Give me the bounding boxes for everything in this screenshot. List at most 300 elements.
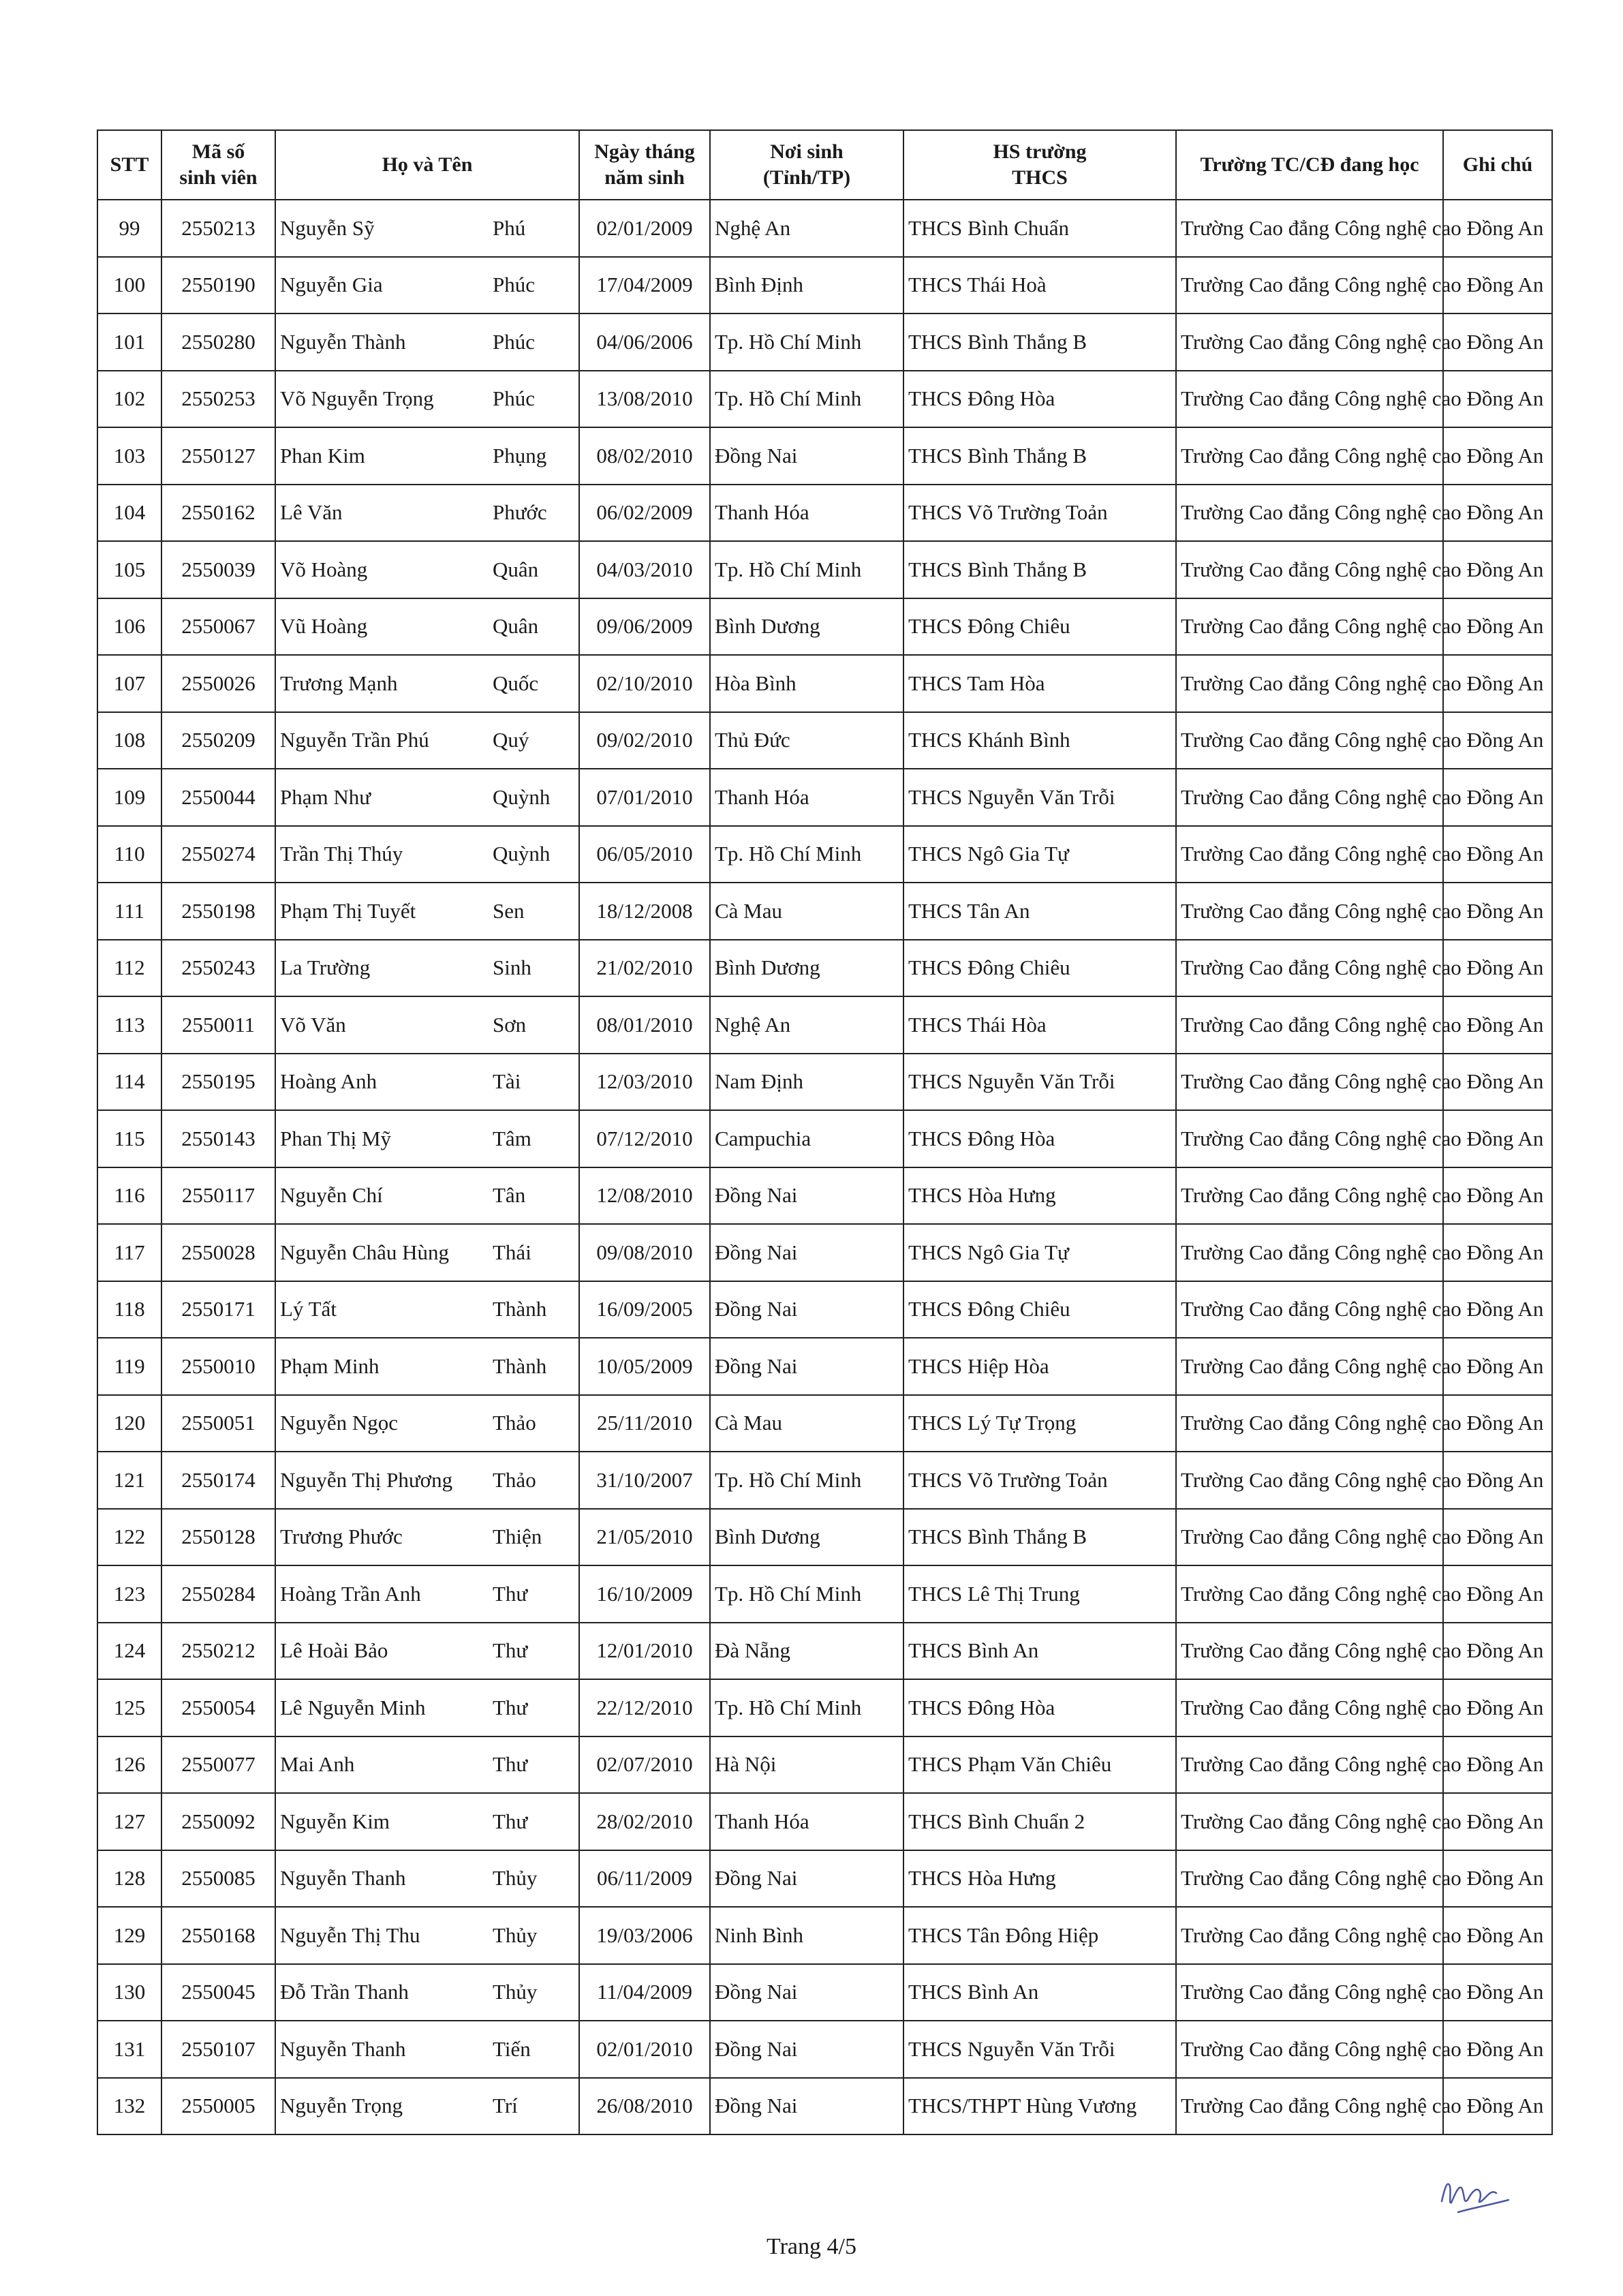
family-name: Nguyễn Chí [280,1183,383,1208]
dob-cell: 08/02/2010 [579,427,710,485]
dob-cell: 09/02/2010 [579,712,710,769]
family-name: Nguyễn Thanh [280,2036,406,2061]
name-cell [275,712,579,769]
family-name: Phạm Thị Tuyết [280,898,416,923]
given-name: Tiến [493,2036,531,2061]
family-name: Nguyễn Trọng [280,2094,403,2118]
student-id-cell: 2550051 [161,1395,275,1452]
given-name: Phước [493,500,547,525]
given-name: Trí [493,2094,518,2118]
name-cell [275,485,579,542]
birthplace-cell: Thanh Hóa [710,769,903,826]
name-cell [275,1907,579,1964]
given-name: Phúc [493,386,535,411]
family-name: Nguyễn Thị Phương [280,1467,453,1492]
table-row [97,655,1552,712]
dob-cell: 08/01/2010 [579,996,710,1054]
middle-school-cell: THCS Ngô Gia Tự [903,1224,1176,1281]
stt-cell: 109 [97,769,161,826]
college-cell: Trường Cao đẳng Công nghệ cao Đồng An [1176,1565,1443,1623]
name-cell [275,2078,579,2135]
birthplace-cell: Đồng Nai [710,1850,903,1908]
student-id-cell: 2550209 [161,712,275,769]
name-cell [275,2021,579,2078]
table-row [97,883,1552,940]
name-cell [275,313,579,371]
table-row [97,996,1552,1054]
student-id-cell: 2550044 [161,769,275,826]
given-name: Quý [493,728,529,752]
birthplace-cell: Tp. Hồ Chí Minh [710,1565,903,1623]
table-row [97,257,1552,314]
given-name: Thư [493,1752,528,1777]
dob-cell: 09/06/2009 [579,598,710,656]
name-cell [275,1281,579,1338]
name-cell [275,1054,579,1111]
family-name: Trần Thị Thúy [280,842,403,866]
given-name: Tài [493,1069,521,1094]
middle-school-cell: THCS Hòa Hưng [903,1167,1176,1225]
family-name: Nguyễn Kim [280,1809,390,1833]
dob-cell: 06/02/2009 [579,485,710,542]
stt-cell: 101 [97,313,161,371]
given-name: Quân [493,557,539,581]
table-row [97,1452,1552,1509]
dob-cell: 22/12/2010 [579,1679,710,1736]
student-id-cell: 2550253 [161,371,275,428]
college-cell: Trường Cao đẳng Công nghệ cao Đồng An [1176,1509,1443,1566]
student-id-cell: 2550117 [161,1167,275,1225]
dob-cell: 19/03/2006 [579,1907,710,1964]
table-row [97,598,1552,656]
table-row [97,1281,1552,1338]
stt-cell: 118 [97,1281,161,1338]
given-name: Phúc [493,273,535,297]
birthplace-cell: Đà Nẵng [710,1623,903,1680]
name-cell [275,940,579,997]
table-row [97,313,1552,371]
stt-cell: 125 [97,1679,161,1736]
college-cell: Trường Cao đẳng Công nghệ cao Đồng An [1176,1452,1443,1509]
middle-school-cell: THCS Hòa Hưng [903,1850,1176,1908]
student-id-cell: 2550284 [161,1565,275,1623]
middle-school-cell: THCS Nguyễn Văn Trỗi [903,1054,1176,1111]
name-cell [275,655,579,712]
table-row [97,2078,1552,2135]
given-name: Sơn [493,1012,527,1037]
dob-cell: 06/05/2010 [579,826,710,883]
table-row [97,1793,1552,1850]
table-header-row [97,130,1552,200]
birthplace-cell: Tp. Hồ Chí Minh [710,371,903,428]
college-cell: Trường Cao đẳng Công nghệ cao Đồng An [1176,996,1443,1054]
family-name: Võ Nguyễn Trọng [280,386,434,411]
dob-cell: 06/11/2009 [579,1850,710,1908]
stt-cell: 114 [97,1054,161,1111]
middle-school-cell: THCS Bình An [903,1623,1176,1680]
table-row [97,940,1552,997]
family-name: Lê Văn [280,500,343,525]
col-header-name: Họ và Tên [275,130,579,200]
dob-cell: 02/01/2009 [579,200,710,257]
family-name: Lý Tất [280,1297,337,1321]
col-header-middle-school: HS trường THCS [903,130,1176,200]
college-cell: Trường Cao đẳng Công nghệ cao Đồng An [1176,1736,1443,1794]
name-cell [275,1679,579,1736]
table-row [97,1907,1552,1964]
birthplace-cell: Thủ Đức [710,712,903,769]
birthplace-cell: Đồng Nai [710,2078,903,2135]
stt-cell: 110 [97,826,161,883]
student-id-cell: 2550280 [161,313,275,371]
dob-cell: 09/08/2010 [579,1224,710,1281]
dob-cell: 13/08/2010 [579,371,710,428]
name-cell [275,371,579,428]
college-cell: Trường Cao đẳng Công nghệ cao Đồng An [1176,769,1443,826]
family-name: Phan Thị Mỹ [280,1126,392,1150]
college-cell: Trường Cao đẳng Công nghệ cao Đồng An [1176,1167,1443,1225]
table-row [97,371,1552,428]
middle-school-cell: THCS Lý Tự Trọng [903,1395,1176,1452]
dob-cell: 18/12/2008 [579,883,710,940]
middle-school-cell: THCS Bình An [903,1964,1176,2021]
dob-cell: 07/01/2010 [579,769,710,826]
college-cell: Trường Cao đẳng Công nghệ cao Đồng An [1176,1623,1443,1680]
stt-cell: 105 [97,541,161,598]
birthplace-cell: Bình Dương [710,598,903,656]
college-cell: Trường Cao đẳng Công nghệ cao Đồng An [1176,1281,1443,1338]
family-name: Trương Mạnh [280,671,398,695]
stt-cell: 107 [97,655,161,712]
dob-cell: 04/03/2010 [579,541,710,598]
family-name: Nguyễn Thị Thu [280,1923,420,1947]
table-row [97,1167,1552,1225]
stt-cell: 124 [97,1623,161,1680]
middle-school-cell: THCS Bình Chuẩn [903,200,1176,257]
name-cell [275,1736,579,1794]
col-header-birthplace: Nơi sinh (Tỉnh/TP) [710,130,903,200]
given-name: Thiện [493,1525,542,1549]
student-id-cell: 2550190 [161,257,275,314]
family-name: Nguyễn Châu Hùng [280,1240,449,1264]
dob-cell: 26/08/2010 [579,2078,710,2135]
stt-cell: 120 [97,1395,161,1452]
col-header-stt: STT [97,130,161,200]
college-cell: Trường Cao đẳng Công nghệ cao Đồng An [1176,2021,1443,2078]
middle-school-cell: THCS Đông Chiêu [903,940,1176,997]
student-id-cell: 2550195 [161,1054,275,1111]
student-id-cell: 2550026 [161,655,275,712]
table-row [97,1623,1552,1680]
col-header-note: Ghi chú [1443,130,1552,200]
dob-cell: 25/11/2010 [579,1395,710,1452]
dob-cell: 16/10/2009 [579,1565,710,1623]
dob-cell: 16/09/2005 [579,1281,710,1338]
given-name: Thảo [493,1467,536,1492]
birthplace-cell: Tp. Hồ Chí Minh [710,541,903,598]
middle-school-cell: THCS Tân An [903,883,1176,940]
col-header-dob: Ngày tháng năm sinh [579,130,710,200]
college-cell: Trường Cao đẳng Công nghệ cao Đồng An [1176,1907,1443,1964]
birthplace-cell: Hòa Bình [710,655,903,712]
dob-cell: 12/08/2010 [579,1167,710,1225]
birthplace-cell: Tp. Hồ Chí Minh [710,1679,903,1736]
given-name: Thảo [493,1411,536,1435]
stt-cell: 119 [97,1338,161,1395]
stt-cell: 106 [97,598,161,656]
table-row [97,1395,1552,1452]
college-cell: Trường Cao đẳng Công nghệ cao Đồng An [1176,1964,1443,2021]
stt-cell: 127 [97,1793,161,1850]
name-cell [275,541,579,598]
family-name: Phạm Như [280,784,371,809]
name-cell [275,427,579,485]
table-row [97,485,1552,542]
birthplace-cell: Bình Dương [710,1509,903,1566]
given-name: Thư [493,1809,528,1833]
table-row [97,2021,1552,2078]
table-row [97,1054,1552,1111]
dob-cell: 21/05/2010 [579,1509,710,1566]
birthplace-cell: Đồng Nai [710,1281,903,1338]
birthplace-cell: Cà Mau [710,883,903,940]
middle-school-cell: THCS Thái Hòa [903,996,1176,1054]
table-row [97,1509,1552,1566]
middle-school-cell: THCS Bình Thắng B [903,313,1176,371]
name-cell [275,1452,579,1509]
college-cell: Trường Cao đẳng Công nghệ cao Đồng An [1176,427,1443,485]
family-name: Hoàng Trần Anh [280,1581,421,1606]
middle-school-cell: THCS Đông Chiêu [903,598,1176,656]
name-cell [275,769,579,826]
student-id-cell: 2550054 [161,1679,275,1736]
student-id-cell: 2550011 [161,996,275,1054]
table-row [97,1224,1552,1281]
name-cell [275,200,579,257]
given-name: Quân [493,614,539,639]
student-id-cell: 2550171 [161,1281,275,1338]
stt-cell: 128 [97,1850,161,1908]
given-name: Sen [493,898,525,923]
table-row [97,200,1552,257]
family-name: Võ Hoàng [280,557,368,581]
table-row [97,769,1552,826]
college-cell: Trường Cao đẳng Công nghệ cao Đồng An [1176,1850,1443,1908]
college-cell: Trường Cao đẳng Công nghệ cao Đồng An [1176,313,1443,371]
stt-cell: 129 [97,1907,161,1964]
given-name: Phúc [493,329,535,354]
middle-school-cell: THCS Đông Hòa [903,371,1176,428]
student-id-cell: 2550128 [161,1509,275,1566]
college-cell: Trường Cao đẳng Công nghệ cao Đồng An [1176,1679,1443,1736]
stt-cell: 123 [97,1565,161,1623]
student-id-cell: 2550039 [161,541,275,598]
birthplace-cell: Thanh Hóa [710,485,903,542]
table-row [97,826,1552,883]
birthplace-cell: Đồng Nai [710,1964,903,2021]
college-cell: Trường Cao đẳng Công nghệ cao Đồng An [1176,257,1443,314]
middle-school-cell: THCS Hiệp Hòa [903,1338,1176,1395]
middle-school-cell: THCS Bình Thắng B [903,427,1176,485]
family-name: Mai Anh [280,1752,355,1777]
birthplace-cell: Hà Nội [710,1736,903,1794]
given-name: Thủy [493,1980,538,2004]
college-cell: Trường Cao đẳng Công nghệ cao Đồng An [1176,598,1443,656]
signature-mark [1438,2174,1519,2222]
family-name: Nguyễn Gia [280,273,383,297]
college-cell: Trường Cao đẳng Công nghệ cao Đồng An [1176,200,1443,257]
stt-cell: 111 [97,883,161,940]
stt-cell: 132 [97,2078,161,2135]
name-cell [275,1167,579,1225]
stt-cell: 115 [97,1110,161,1167]
birthplace-cell: Bình Định [710,257,903,314]
middle-school-cell: THCS Khánh Bình [903,712,1176,769]
middle-school-cell: THCS Lê Thị Trung [903,1565,1176,1623]
dob-cell: 07/12/2010 [579,1110,710,1167]
dob-cell: 02/07/2010 [579,1736,710,1794]
student-id-cell: 2550212 [161,1623,275,1680]
family-name: Phạm Minh [280,1353,380,1378]
college-cell: Trường Cao đẳng Công nghệ cao Đồng An [1176,883,1443,940]
student-id-cell: 2550168 [161,1907,275,1964]
given-name: Phú [493,215,526,240]
stt-cell: 131 [97,2021,161,2078]
given-name: Thái [493,1240,531,1264]
birthplace-cell: Tp. Hồ Chí Minh [710,826,903,883]
dob-cell: 02/10/2010 [579,655,710,712]
birthplace-cell: Đồng Nai [710,427,903,485]
family-name: Lê Nguyễn Minh [280,1695,426,1719]
stt-cell: 99 [97,200,161,257]
student-id-cell: 2550143 [161,1110,275,1167]
stt-cell: 103 [97,427,161,485]
middle-school-cell: THCS Nguyễn Văn Trỗi [903,2021,1176,2078]
student-id-cell: 2550010 [161,1338,275,1395]
middle-school-cell: THCS Đông Hòa [903,1110,1176,1167]
table-row [97,427,1552,485]
given-name: Tâm [493,1126,531,1150]
student-id-cell: 2550162 [161,485,275,542]
stt-cell: 113 [97,996,161,1054]
stt-cell: 121 [97,1452,161,1509]
name-cell [275,1509,579,1566]
given-name: Thư [493,1695,528,1719]
stt-cell: 130 [97,1964,161,2021]
table-row [97,1964,1552,2021]
family-name: Trương Phước [280,1525,403,1549]
middle-school-cell: THCS Bình Thắng B [903,541,1176,598]
stt-cell: 117 [97,1224,161,1281]
student-id-cell: 2550092 [161,1793,275,1850]
middle-school-cell: THCS Thái Hoà [903,257,1176,314]
given-name: Quốc [493,671,539,695]
given-name: Tân [493,1183,526,1208]
family-name: Võ Văn [280,1012,346,1037]
student-id-cell: 2550198 [161,883,275,940]
birthplace-cell: Đồng Nai [710,1338,903,1395]
student-id-cell: 2550085 [161,1850,275,1908]
student-table [97,129,1553,2135]
given-name: Phụng [493,443,547,468]
name-cell [275,1850,579,1908]
col-header-student-id: Mã số sinh viên [161,130,275,200]
family-name: Hoàng Anh [280,1069,377,1094]
dob-cell: 28/02/2010 [579,1793,710,1850]
college-cell: Trường Cao đẳng Công nghệ cao Đồng An [1176,1110,1443,1167]
birthplace-cell: Cà Mau [710,1395,903,1452]
name-cell [275,1565,579,1623]
family-name: Nguyễn Trần Phú [280,728,429,752]
birthplace-cell: Bình Dương [710,940,903,997]
college-cell: Trường Cao đẳng Công nghệ cao Đồng An [1176,485,1443,542]
table-row [97,1679,1552,1736]
dob-cell: 02/01/2010 [579,2021,710,2078]
student-id-cell: 2550274 [161,826,275,883]
dob-cell: 12/01/2010 [579,1623,710,1680]
table-body [97,200,1552,2134]
birthplace-cell: Tp. Hồ Chí Minh [710,1452,903,1509]
college-cell: Trường Cao đẳng Công nghệ cao Đồng An [1176,2078,1443,2135]
college-cell: Trường Cao đẳng Công nghệ cao Đồng An [1176,940,1443,997]
name-cell [275,996,579,1054]
middle-school-cell: THCS Bình Chuẩn 2 [903,1793,1176,1850]
given-name: Quỳnh [493,784,551,809]
birthplace-cell: Đồng Nai [710,1167,903,1225]
name-cell [275,1110,579,1167]
birthplace-cell: Nghệ An [710,200,903,257]
college-cell: Trường Cao đẳng Công nghệ cao Đồng An [1176,541,1443,598]
student-id-cell: 2550067 [161,598,275,656]
family-name: La Trường [280,955,371,980]
birthplace-cell: Ninh Bình [710,1907,903,1964]
middle-school-cell: THCS Võ Trường Toản [903,485,1176,542]
student-id-cell: 2550127 [161,427,275,485]
table-row [97,1850,1552,1908]
page-number: Trang 4/5 [767,2234,856,2259]
name-cell [275,257,579,314]
family-name: Vũ Hoàng [280,614,368,639]
family-name: Nguyễn Ngọc [280,1411,399,1435]
given-name: Quỳnh [493,842,551,866]
stt-cell: 104 [97,485,161,542]
name-cell [275,883,579,940]
middle-school-cell: THCS Bình Thắng B [903,1509,1176,1566]
birthplace-cell: Nghệ An [710,996,903,1054]
name-cell [275,1395,579,1452]
signature [1438,2174,1519,2222]
given-name: Thành [493,1297,547,1321]
middle-school-cell: THCS Đông Chiêu [903,1281,1176,1338]
college-cell: Trường Cao đẳng Công nghệ cao Đồng An [1176,712,1443,769]
family-name: Nguyễn Thành [280,329,406,354]
table-row [97,1565,1552,1623]
student-id-cell: 2550174 [161,1452,275,1509]
stt-cell: 126 [97,1736,161,1794]
given-name: Thủy [493,1923,538,1947]
table-row [97,712,1552,769]
birthplace-cell: Đồng Nai [710,1224,903,1281]
dob-cell: 11/04/2009 [579,1964,710,2021]
birthplace-cell: Thanh Hóa [710,1793,903,1850]
stt-cell: 112 [97,940,161,997]
dob-cell: 21/02/2010 [579,940,710,997]
given-name: Thư [493,1638,528,1663]
stt-cell: 122 [97,1509,161,1566]
student-id-cell: 2550077 [161,1736,275,1794]
family-name: Nguyễn Sỹ [280,215,375,240]
birthplace-cell: Nam Định [710,1054,903,1111]
